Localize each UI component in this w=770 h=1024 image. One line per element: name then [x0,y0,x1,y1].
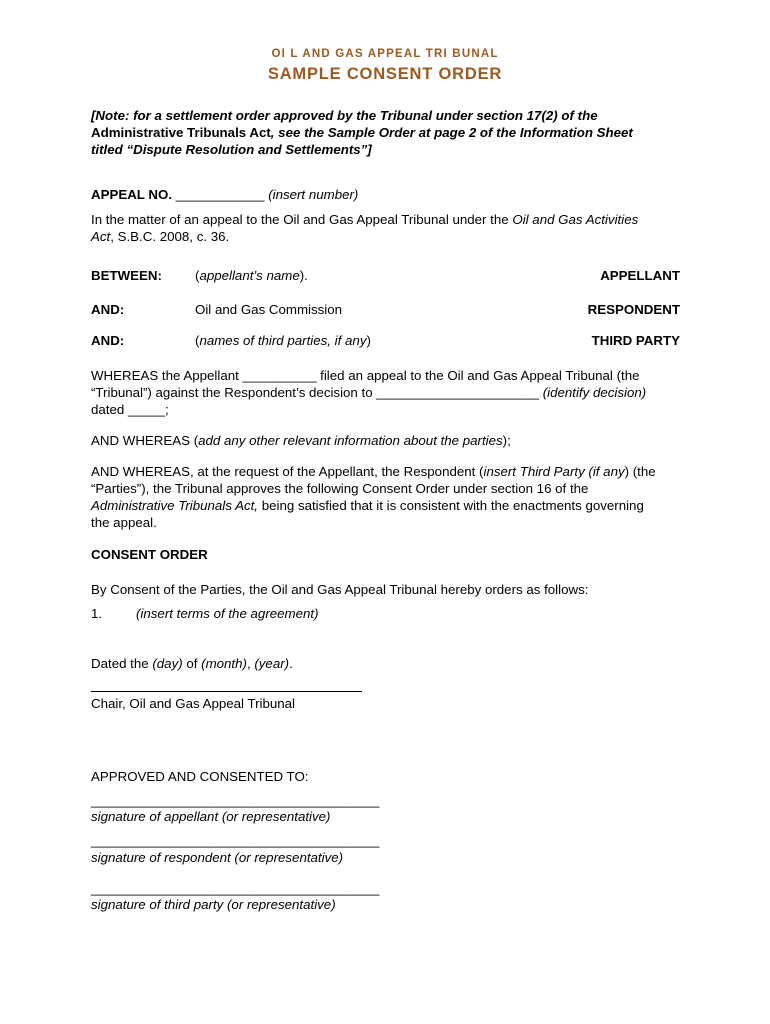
order-item-text: (insert terms of the agreement) [136,606,319,621]
party-role: THIRD PARTY [591,333,680,348]
appeal-number-label: APPEAL NO. [91,187,173,202]
tribunal-name: OI L AND GAS APPEAL TRI BUNAL [271,48,499,60]
act-name: Administrative Tribunals Act [91,125,271,140]
note-line: titled “Dispute Resolution and Settlements”] [91,142,372,157]
whereas-paragraph: AND WHEREAS, at the request of the Appellant, the Respondent (insert Third Party (if any) (the “Parties”), the Tribunal approves the following Consent Order under section 16 of the Administrative Tribunals Act, being satisfied that it is consistent with the enactments governing the appeal. [91,464,656,530]
party-name: Oil and Gas Commission [195,302,343,317]
note-paragraph [91,107,691,158]
consent-intro: By Consent of the Parties, the Oil and Gas Appeal Tribunal hereby orders as follows: [91,582,589,597]
whereas-paragraph: AND WHEREAS (add any other relevant information about the parties); [91,433,511,448]
act-title: Oil and Gas Activities [512,212,639,227]
approved-heading: APPROVED AND CONSENTED TO: [91,769,309,784]
signature-label: signature of respondent (or representative) [91,850,344,865]
party-label: BETWEEN: [91,268,162,283]
party-name: (appellant’s name). [195,268,308,283]
signature-label: signature of third party (or representative) [91,897,336,912]
party-name: (names of third parties, if any) [195,333,371,348]
note-line: Administrative Tribunals Act, see the Sample Order at page 2 of the Information Sheet [91,125,633,140]
consent-order-heading: CONSENT ORDER [91,547,208,562]
chair-label: Chair, Oil and Gas Appeal Tribunal [91,696,296,711]
signature-blank: _______________________________________ [91,793,380,808]
note-line: [Note: for a settlement order approved by the Tribunal under section 17(2) of the [91,108,598,123]
signature-blank: _______________________________________ [91,881,380,896]
dated-line: Dated the (day) of (month), (year). [91,656,293,671]
signature-label: signature of appellant (or representative) [91,809,331,824]
chair-signature-line [91,691,362,692]
party-role: APPELLANT [600,268,680,283]
signature-blank: _______________________________________ [91,833,380,848]
party-label: AND: [91,333,125,348]
whereas-paragraph: WHEREAS the Appellant __________ filed an appeal to the Oil and Gas Appeal Tribunal (the “Tribunal”) against the Respondent’s decision to ______________________ (identify decision) dated _____; [91,368,647,417]
appeal-number-line [91,186,681,203]
party-role: RESPONDENT [587,302,680,317]
order-item-number: 1. [91,606,103,621]
matter-paragraph: In the matter of an appeal to the Oil and Gas Appeal Tribunal under the Oil and Gas Activities Act, S.B.C. 2008, c. 36. [91,212,639,244]
appeal-number-hint: (insert number) [268,187,359,202]
document-title: SAMPLE CONSENT ORDER [267,65,503,83]
appeal-number-blank: ____________ [175,187,265,202]
party-label: AND: [91,302,125,317]
